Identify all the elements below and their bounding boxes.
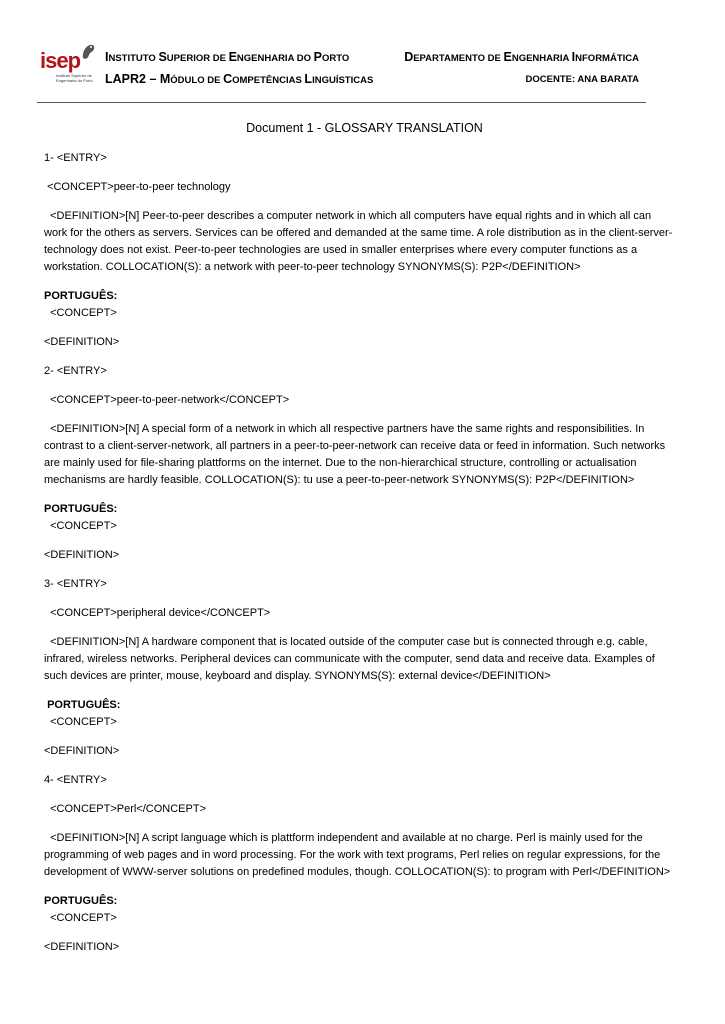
entries-list	[44, 150, 677, 956]
entry-definition: <DEFINITION>[N] A script language which is plattform independent and available at no charge. Perl is mainly used for the programming of web pages and in word processing. For the work with text programs, Perl relies on regular expressions, for the development of WWW-server solutions on predefined modules, though. COLLOCATION(S): to program with Perl</DEFINITION>	[44, 832, 671, 878]
glossary-entry	[44, 363, 677, 564]
logo-text: isep	[40, 48, 81, 73]
entry-definition: <DEFINITION>[N] Peer-to-peer describes a computer network in which all computers have equal rights and in which all can work for the others as servers. Services can be offered and demanded at the same time. A role distribution as in the client-server-technology does not exist. Peer-to-peer technologies are used in smaller enterprises where every computer functions as a workstation. COLLOCATION(S): a network with peer-to-peer technology SYNONYMS(S): P2P</DEFINITION>	[44, 210, 673, 273]
portuguese-label: PORTUGUÊS:	[44, 895, 118, 907]
entry-number: 4- <ENTRY>	[44, 774, 107, 786]
isep-logo	[40, 42, 96, 90]
entry-concept: <CONCEPT>Perl</CONCEPT>	[44, 803, 206, 815]
portuguese-definition: <DEFINITION>	[44, 745, 120, 757]
portuguese-definition: <DEFINITION>	[44, 549, 120, 561]
portuguese-concept: <CONCEPT>	[44, 716, 117, 728]
entry-number: 1- <ENTRY>	[44, 152, 107, 164]
portuguese-concept: <CONCEPT>	[44, 520, 117, 532]
institute-name: INSTITUTO SUPERIOR DE ENGENHARIA DO PORTO	[105, 50, 350, 64]
header-divider	[37, 102, 646, 103]
entry-number: 2- <ENTRY>	[44, 365, 107, 377]
entry-concept: <CONCEPT>peripheral device</CONCEPT>	[44, 607, 271, 619]
portuguese-label: PORTUGUÊS:	[44, 699, 121, 711]
glossary-entry	[44, 772, 677, 956]
entry-number: 3- <ENTRY>	[44, 578, 107, 590]
docente: DOCENTE: ANA BARATA	[525, 74, 639, 85]
portuguese-concept: <CONCEPT>	[44, 912, 117, 924]
entry-concept: <CONCEPT>peer-to-peer-network</CONCEPT>	[44, 394, 290, 406]
page-header	[0, 0, 725, 106]
glossary-entry	[44, 576, 677, 760]
glossary-entry	[44, 150, 677, 351]
document-body	[44, 120, 677, 968]
document-title: Document 1 - GLOSSARY TRANSLATION	[246, 121, 483, 135]
bird-icon	[80, 42, 96, 62]
portuguese-definition: <DEFINITION>	[44, 336, 120, 348]
entry-concept: <CONCEPT>peer-to-peer technology	[44, 181, 231, 193]
entry-definition: <DEFINITION>[N] A hardware component that is located outside of the computer case but is connected through e.g. cable, infrared, wireless networks. Peripheral devices can communicate with the computer, send data and receive data. Examples of such devices are printer, mouse, keyboard and display. SYNONYMS(S): external device</DEFINITION>	[44, 636, 658, 682]
portuguese-label: PORTUGUÊS:	[44, 503, 118, 515]
portuguese-definition: <DEFINITION>	[44, 941, 120, 953]
course-name: LAPR2 – MÓDULO DE COMPETÊNCIAS LINGUÍSTICAS	[105, 72, 374, 86]
department-name: DEPARTAMENTO DE ENGENHARIA INFORMÁTICA	[404, 50, 639, 64]
logo-subtitle: Instituto Superior de Engenharia do Porto	[56, 73, 93, 83]
portuguese-label: PORTUGUÊS:	[44, 290, 118, 302]
portuguese-concept: <CONCEPT>	[44, 307, 117, 319]
entry-definition: <DEFINITION>[N] A special form of a network in which all respective partners have the same rights and responsibilities. In contrast to a client-server-network, all partners in a peer-to-peer-network can receive data or feed in information. Such networks are mainly used for file-sharing plattforms on the internet. Due to the non-hierarchical structure, controlling or actualisation mechanisms are hardly feasible. COLLOCATION(S): tu use a peer-to-peer-network SYNONYMS(S): P2P</DEFINITION>	[44, 423, 669, 486]
